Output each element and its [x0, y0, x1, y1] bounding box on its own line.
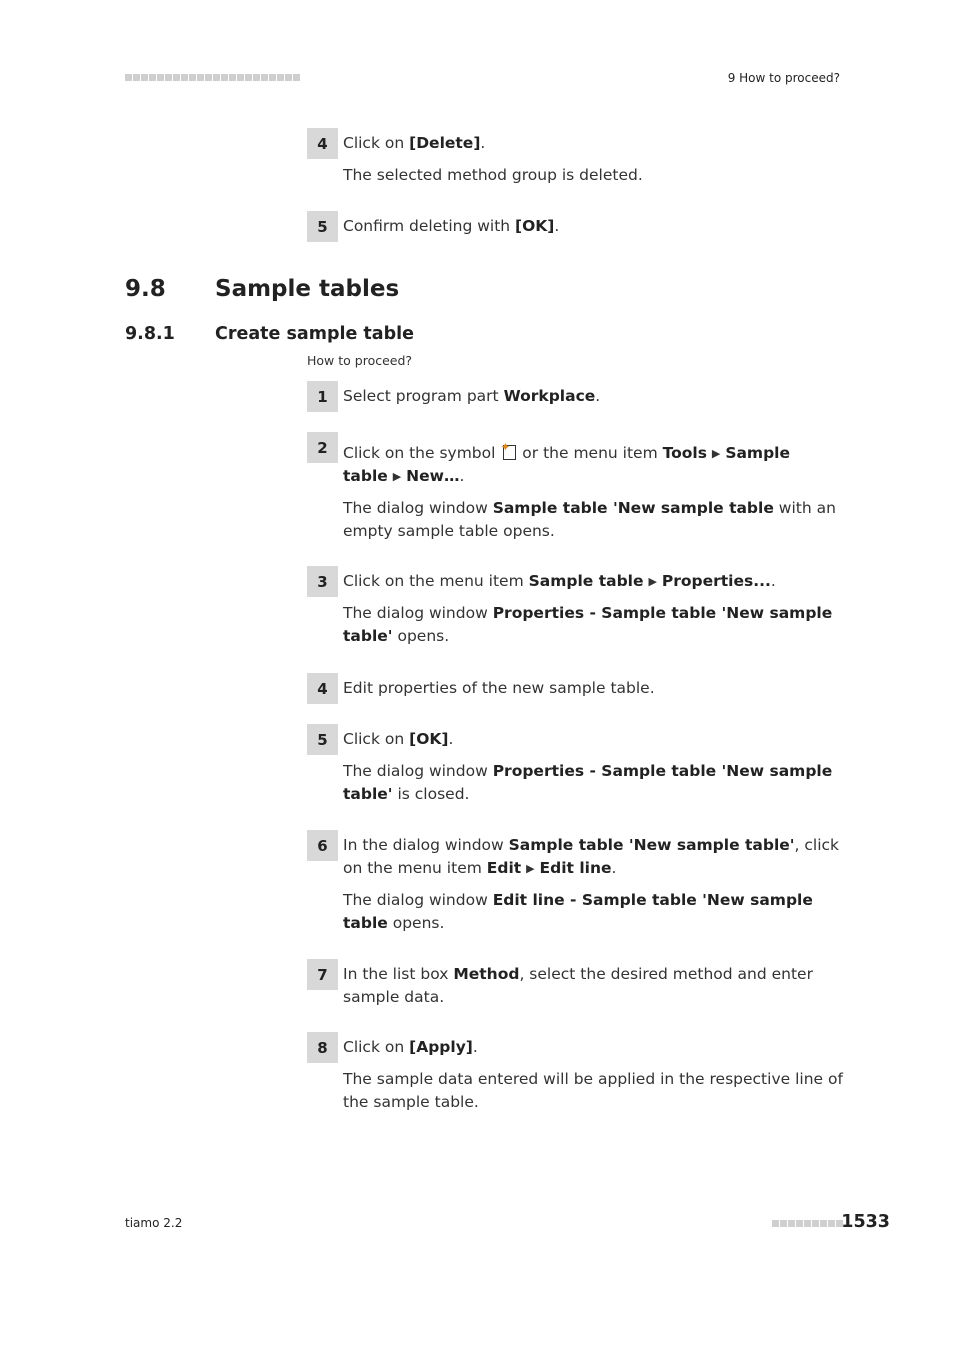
footer-product: tiamo 2.2	[125, 1216, 183, 1230]
step-8	[307, 1032, 847, 1114]
step-instruction: Edit properties of the new sample table.	[343, 679, 655, 697]
step-result: The dialog window Edit line - Sample table 'New sample table opens.	[343, 891, 813, 932]
new-sample-table-icon: ✦	[500, 440, 517, 460]
step-2	[307, 432, 847, 543]
menu-arrow-icon: ▶	[711, 447, 721, 460]
step-number: 1	[307, 381, 338, 412]
step-number: 2	[307, 432, 338, 463]
step-instruction: Select program part Workplace.	[343, 387, 601, 405]
step-1	[307, 381, 847, 408]
step-result: The dialog window Properties - Sample table 'New sample table' opens.	[343, 604, 833, 645]
page-number: 1533	[841, 1212, 890, 1232]
step-number: 4	[307, 673, 338, 704]
step-4	[307, 673, 847, 700]
step-instruction: Click on the menu item Sample table ▶ Properties....	[343, 572, 776, 590]
step-result: The sample data entered will be applied in the respective line of the sample table.	[343, 1070, 843, 1111]
step-number: 5	[307, 724, 338, 755]
subsection-heading: 9.8.1 Create sample table	[125, 324, 414, 344]
menu-arrow-icon: ▶	[526, 862, 535, 875]
step-number: 6	[307, 830, 338, 861]
step-instruction: Confirm deleting with [OK].	[343, 217, 560, 235]
procedure-intro: How to proceed?	[307, 353, 413, 368]
step-number: 4	[307, 128, 338, 159]
step-instruction: In the list box Method, select the desired method and enter sample data.	[343, 965, 813, 1006]
step-number: 8	[307, 1032, 338, 1063]
step-result: The dialog window Properties - Sample table 'New sample table' is closed.	[343, 762, 833, 803]
step-7	[307, 959, 847, 1009]
step-instruction: Click on [Delete].	[343, 134, 486, 152]
running-header-chapter: 9 How to proceed?	[727, 71, 840, 85]
step-result: The selected method group is deleted.	[343, 166, 643, 184]
step-instruction: Click on [Apply].	[343, 1038, 478, 1056]
menu-arrow-icon: ▶	[392, 470, 402, 483]
footer-decoration	[772, 1220, 843, 1227]
step-4-delete	[307, 128, 847, 187]
section-heading: 9.8 Sample tables	[125, 276, 400, 302]
step-number: 5	[307, 211, 338, 242]
step-6	[307, 830, 847, 935]
step-instruction: In the dialog window Sample table 'New sample table', click on the menu item Edit ▶ Edit line.	[343, 836, 840, 877]
header-decoration	[125, 74, 300, 81]
step-result: The dialog window Sample table 'New sample table with an empty sample table opens.	[343, 499, 836, 540]
step-number: 7	[307, 959, 338, 990]
step-number: 3	[307, 566, 338, 597]
step-5-confirm	[307, 211, 847, 238]
step-5	[307, 724, 847, 806]
step-instruction: Click on the symbol ✦ or the menu item Tools ▶ Sample table ▶ New….	[343, 440, 791, 485]
step-instruction: Click on [OK].	[343, 730, 454, 748]
menu-arrow-icon: ▶	[648, 575, 657, 588]
step-3	[307, 566, 847, 648]
